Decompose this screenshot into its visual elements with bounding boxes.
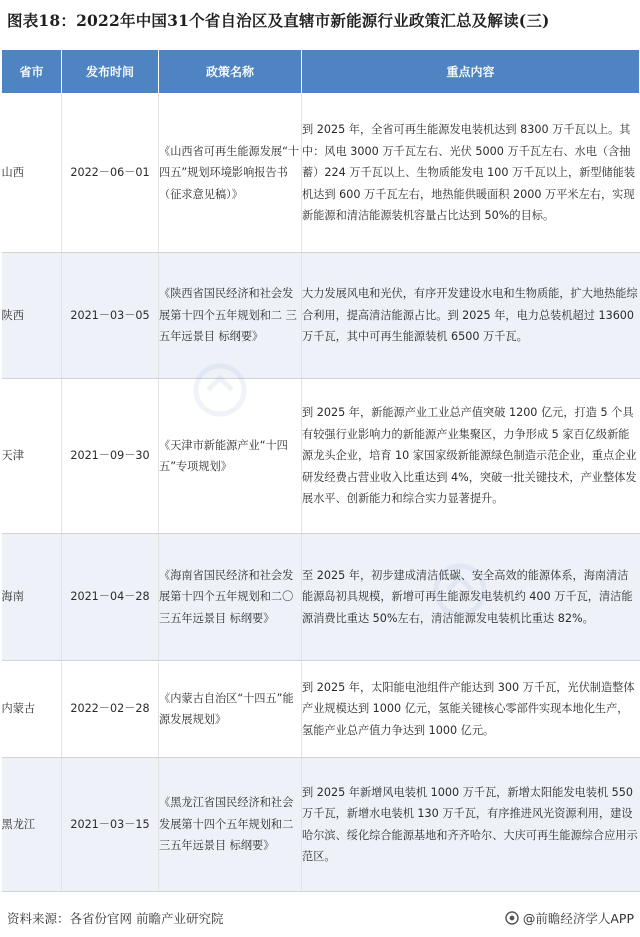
- content-cell: 到 2025 年，新能源产业工业总产值突破 1200 亿元，打造 5 个具有较强行业影响力的新能源产业集聚区，力争形成 5 家百亿级新能源龙头企业，培育 10 家国家级新能源绿色制造示范企业，重点企业研发经费占营业收入比重达到 4%，突破一批关键技术，产业整体发展水平、创新能力和综合实力显著提升。: [302, 379, 640, 534]
- table-row: [2, 253, 640, 379]
- brand-label: @前瞻经济学人APP: [522, 911, 634, 926]
- policy-name-cell: 《海南省国民经济和社会发展第十四个五年规划和二〇三五年远景目 标纲要》: [159, 534, 302, 661]
- province-cell: 山西: [2, 94, 62, 253]
- province-cell: 内蒙古: [2, 661, 62, 758]
- date-cell: 2022－06－01: [62, 94, 159, 253]
- column-header-province: 省市: [2, 50, 62, 94]
- table-row: [2, 534, 640, 661]
- policy-table: [1, 49, 640, 892]
- policy-name-cell: 《内蒙古自治区“十四五”能源发展规划》: [159, 661, 302, 758]
- table-row: [2, 758, 640, 892]
- footer: [0, 901, 640, 937]
- column-header-policy: 政策名称: [159, 50, 302, 94]
- date-cell: 2021－04－28: [62, 534, 159, 661]
- policy-name-cell: 《黑龙江省国民经济和社会发展第十四个五年规划和二 三五年远景目 标纲要》: [159, 758, 302, 892]
- province-cell: 黑龙江: [2, 758, 62, 892]
- watermark-logo-icon: [190, 360, 250, 420]
- province-cell: 天津: [2, 379, 62, 534]
- column-header-content: 重点内容: [302, 50, 640, 94]
- content-cell: 到 2025 年，太阳能电池组件产能达到 300 万千瓦，光伏制造整体产业规模达到 1000 亿元，氢能关键核心零部件实现本地化生产，氢能产业总产值力争达到 1000 亿元。: [302, 661, 640, 758]
- date-cell: 2021－03－05: [62, 253, 159, 379]
- column-header-date: 发布时间: [62, 50, 159, 94]
- policy-name-cell: 《陕西省国民经济和社会发展第十四个五年规划和二 三五年远景目 标纲要》: [159, 253, 302, 379]
- policy-name-cell: 《山西省可再生能源发展“十四五”规划环境影响报告书（征求意见稿）》: [159, 94, 302, 253]
- content-cell: 到 2025 年，全省可再生能源发电装机达到 8300 万千瓦以上。其中：风电 3000 万千瓦左右、光伏 5000 万千瓦左右、水电（含抽蓄）224 万千瓦以上、生物质能发电 100 万千瓦以上，新型储能装机达到 600 万千瓦左右，地热能供暖面积 2000 万平米左右，实现新能源和清洁能源装机容量占比达到 50%的目标。: [302, 94, 640, 253]
- content-cell: 到 2025 年新增风电装机 1000 万千瓦，新增太阳能发电装机 550 万千瓦，新增水电装机 130 万千瓦，有序推进风光资源利用，建设哈尔滨、绥化综合能源基地和齐齐哈尔、大庆可再生能源综合应用示范区。: [302, 758, 640, 892]
- table-row: [2, 94, 640, 253]
- table-row: [2, 661, 640, 758]
- date-cell: 2021－09－30: [62, 379, 159, 534]
- date-cell: 2022－02－28: [62, 661, 159, 758]
- table-header-row: [2, 50, 640, 94]
- table-row: [2, 379, 640, 534]
- province-cell: 陕西: [2, 253, 62, 379]
- policy-name-cell: 《天津市新能源产业“十四五”专项规划》: [159, 379, 302, 534]
- content-cell: 大力发展风电和光伏，有序开发建设水电和生物质能，扩大地热能综合利用，提高清洁能源占比。到 2025 年，电力总装机超过 13600 万千瓦，其中可再生能源装机 6500 万千瓦。: [302, 253, 640, 379]
- brand-credit: [505, 909, 634, 927]
- date-cell: 2021－03－15: [62, 758, 159, 892]
- watermark-logo-icon: [430, 560, 490, 620]
- eye-logo-icon: [505, 911, 519, 925]
- content-cell: 至 2025 年，初步建成清洁低碳、安全高效的能源体系，海南清洁能源岛初具规模，新增可再生能源发电装机约 400 万千瓦，清洁能源消费比重达 50%左右，清洁能源发电装机比重达 82%。: [302, 534, 640, 661]
- source-note: 资料来源：各省份官网 前瞻产业研究院: [7, 911, 224, 926]
- province-cell: 海南: [2, 534, 62, 661]
- page-title: 图表18：2022年中国31个省自治区及直辖市新能源行业政策汇总及解读(三): [7, 11, 550, 30]
